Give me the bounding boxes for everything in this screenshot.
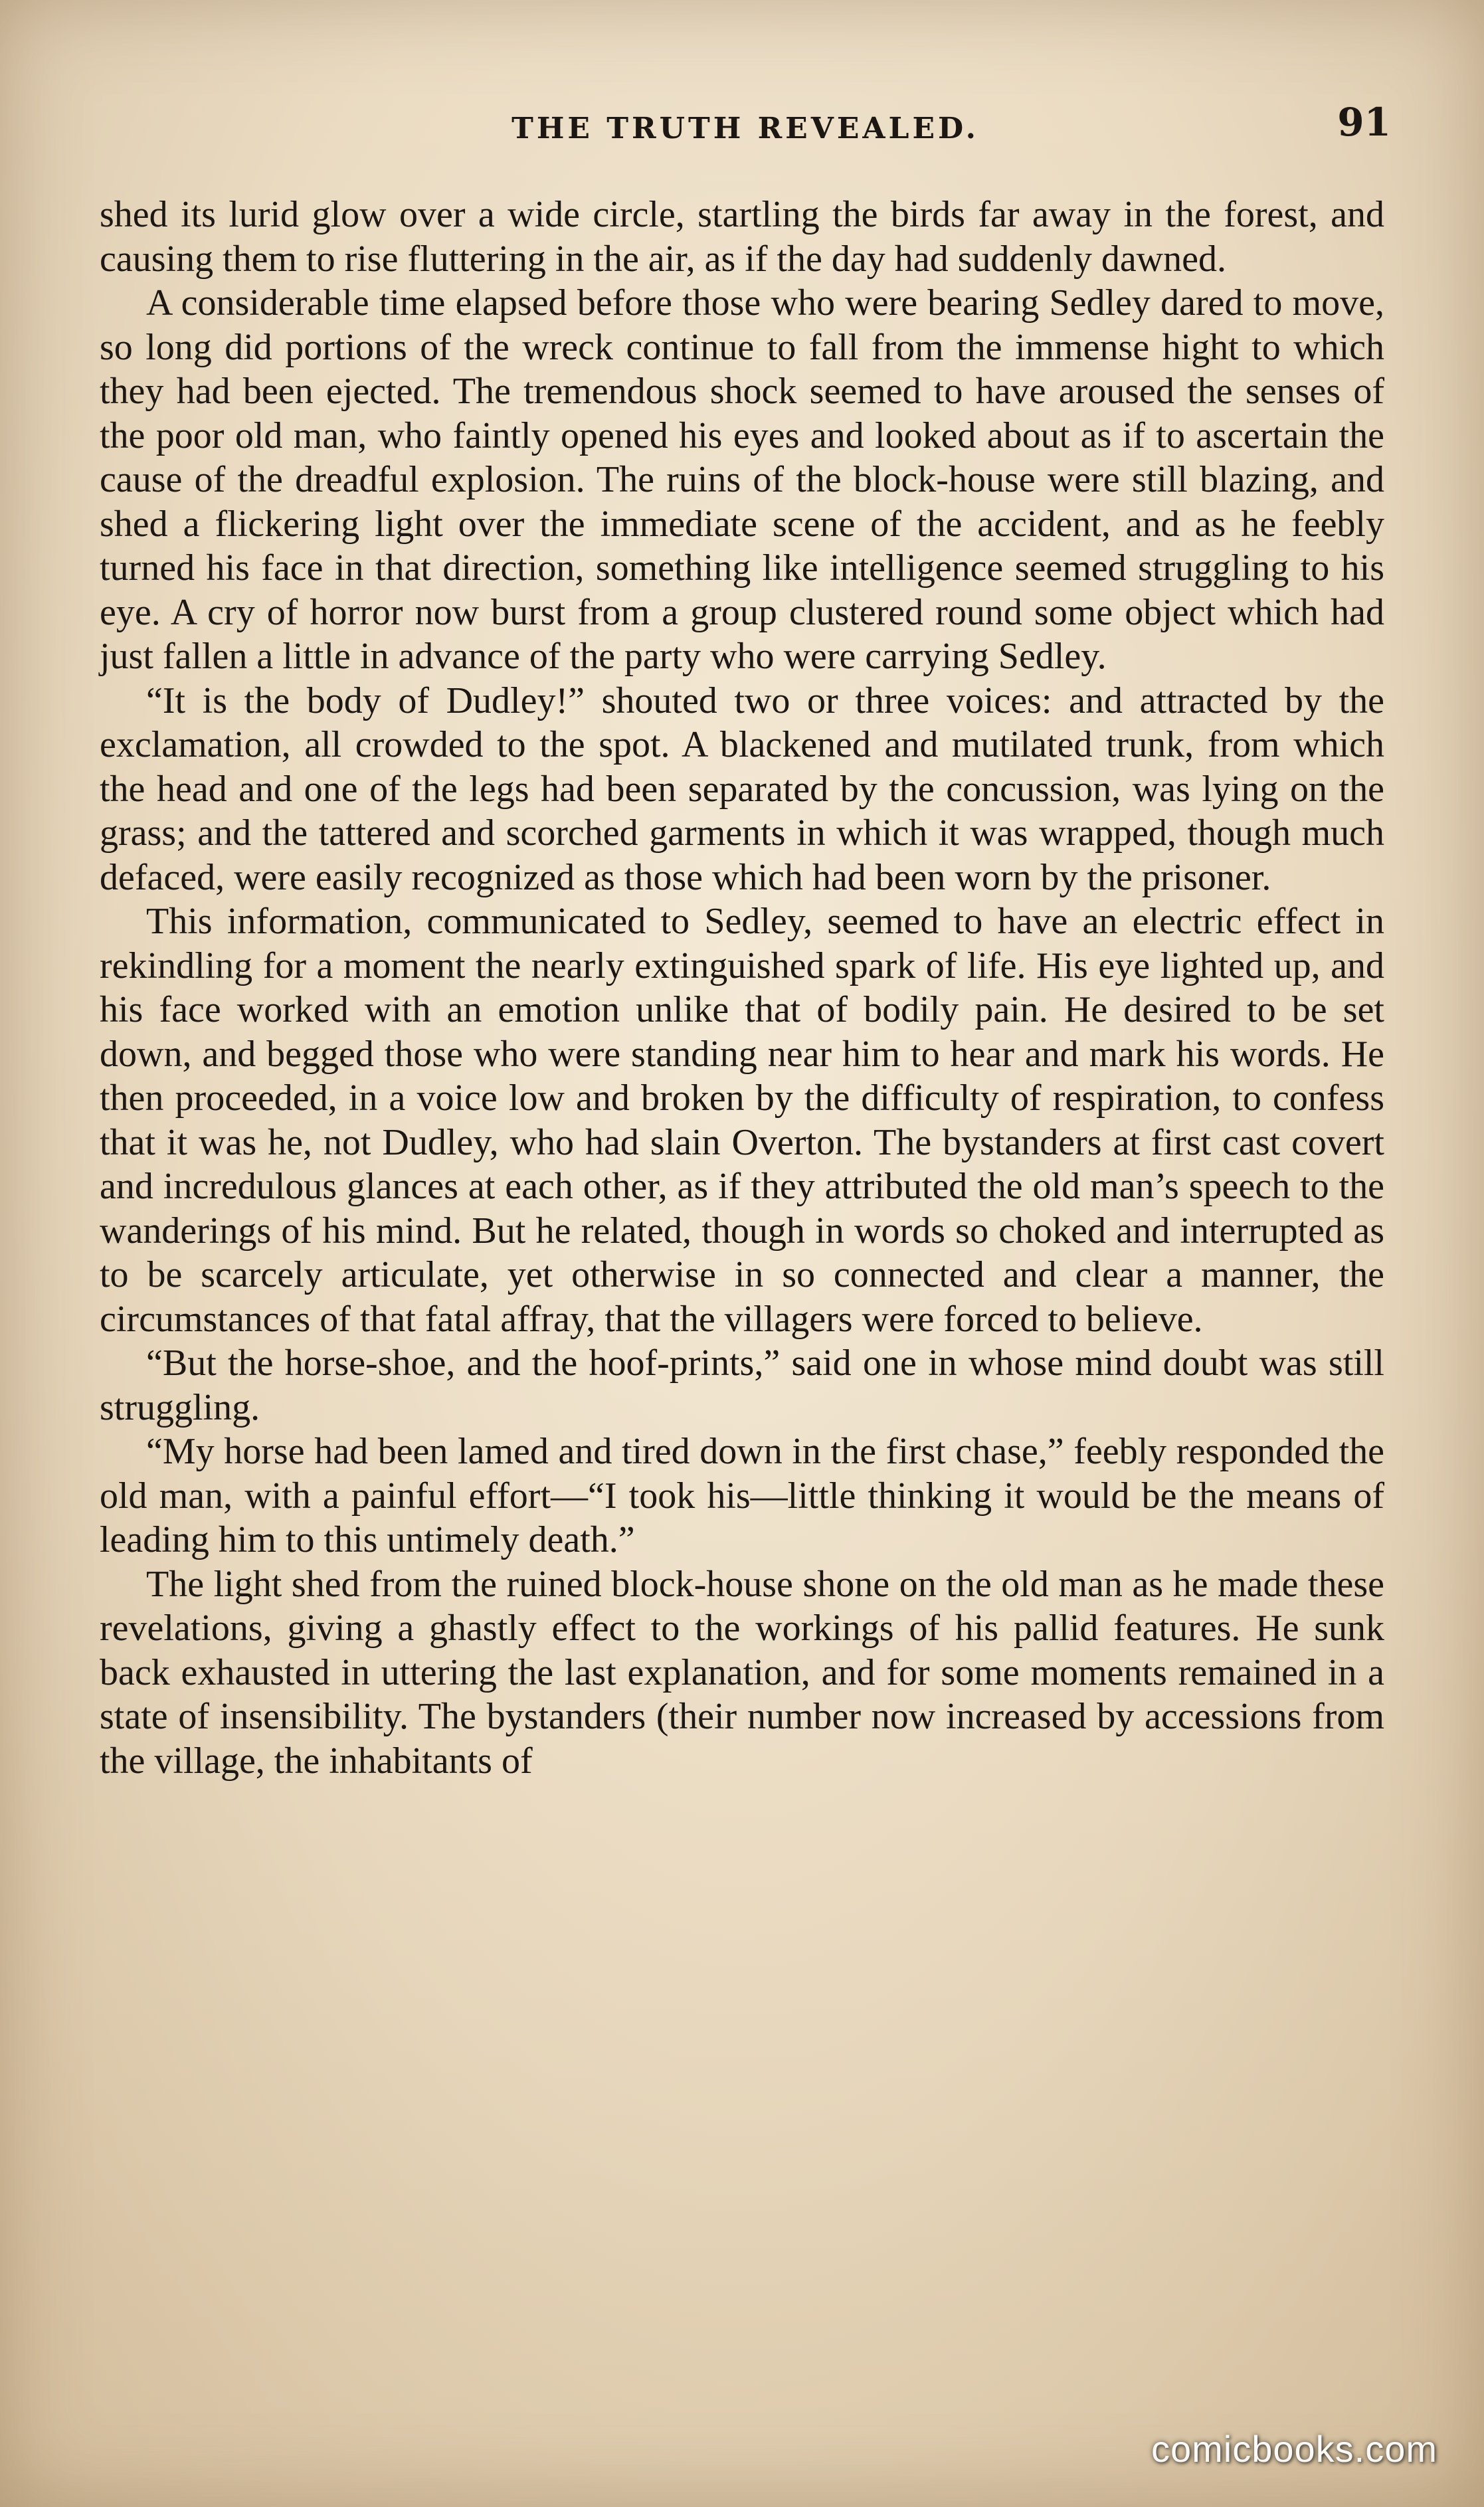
paragraph: The light shed from the ruined block-house shone on the old man as he made these revelations, giving a ghastly effect to the workings of his pallid features. He sunk back exhausted in uttering the last explanation, and for some moments remained in a state of insensibility. The bystanders (their number now increased by accessions from the village, the inhabitants of (100, 1563, 1384, 1782)
paragraph: This information, communicated to Sedley, seemed to have an electric effect in rekindling for a moment the nearly extinguished spark of life. His eye lighted up, and his face worked with an emotion unlike that of bodily pain. He desired to be set down, and begged those who were standing near him to hear and mark his words. He then proceeded, in a voice low and broken by the difficulty of respiration, to confess that it was he, not Dudley, who had slain Overton. The bystanders at first cast covert and incredulous glances at each other, as if they attributed the old man’s speech to the wanderings of his mind. But he related, though in words so choked and interrupted as to be scarcely articulate, yet otherwise in so connected and clear a manner, the circumstances of that fatal affray, that the villagers were forced to believe. (100, 901, 1384, 1340)
paragraph: “My horse had been lamed and tired down in the first chase,” feebly responded the old man, with a painful effort—“I took his—little thinking it would be the means of leading him to this untimely death.” (100, 1431, 1384, 1560)
paragraph: “But the horse-shoe, and the hoof-prints,” said one in whose mind doubt was still struggling. (100, 1343, 1384, 1428)
page-header (100, 100, 1391, 153)
watermark: comicbooks.com (1151, 2428, 1438, 2470)
page-number: 91 (1337, 100, 1391, 145)
body-text (100, 193, 1384, 1783)
running-head: THE TRUTH REVEALED. (511, 112, 979, 145)
paragraph: “It is the body of Dudley!” shouted two or three voices: and attracted by the exclamation, all crowded to the spot. A blackened and mutilated trunk, from which the head and one of the legs had been separated by the concussion, was lying on the grass; and the tattered and scorched garments in which it was wrapped, though much defaced, were easily recognized as those which had been worn by the prisoner. (100, 680, 1384, 898)
paragraph: A considerable time elapsed before those who were bearing Sedley dared to move, so long did portions of the wreck continue to fall from the immense hight to which they had been ejected. The tremendous shock seemed to have aroused the senses of the poor old man, who faintly opened his eyes and looked about as if to ascertain the cause of the dreadful explosion. The ruins of the block-house were still blazing, and shed a flickering light over the immediate scene of the accident, and as he feebly turned his face in that direction, something like intelligence seemed struggling to his eye. A cry of horror now burst from a group clustered round some object which had just fallen a little in advance of the party who were carrying Sedley. (100, 282, 1384, 677)
paragraph: shed its lurid glow over a wide circle, startling the birds far away in the forest, and causing them to rise fluttering in the air, as if the day had suddenly dawned. (100, 194, 1384, 280)
